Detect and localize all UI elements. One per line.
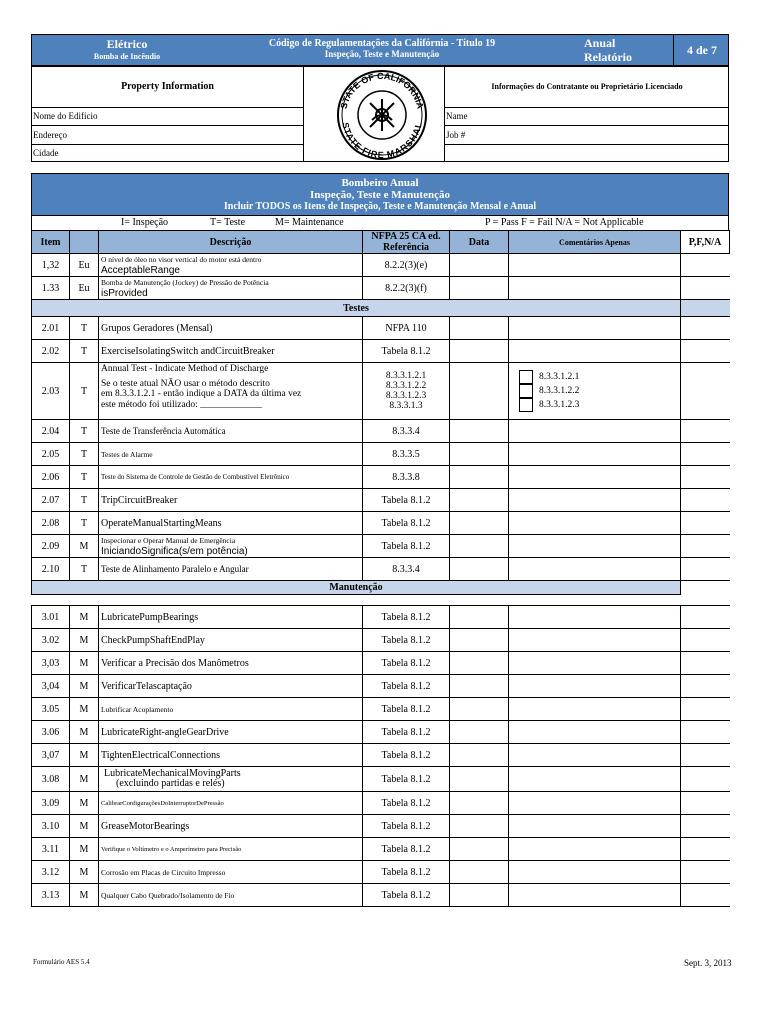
row-type: M xyxy=(70,838,99,861)
row-reference: Tabela 8.1.2 xyxy=(363,340,450,363)
row-pfna-cell[interactable] xyxy=(681,698,730,721)
row-pfna-cell[interactable] xyxy=(681,277,730,300)
maintenance-table xyxy=(31,605,730,907)
header-right-title-1: Anual xyxy=(584,36,616,50)
row-description: Teste de Alinhamento Paralelo e Angular xyxy=(99,558,363,581)
row-date-cell[interactable] xyxy=(450,698,509,721)
row-pfna-cell[interactable] xyxy=(681,420,730,443)
row-pfna-cell[interactable] xyxy=(681,767,730,792)
field-building-name[interactable]: Nome do Edifício xyxy=(32,108,304,126)
row-reference: NFPA 110 xyxy=(363,317,450,340)
row-description xyxy=(99,363,363,420)
row-type: Eu xyxy=(70,277,99,300)
row-pfna-cell[interactable] xyxy=(681,254,730,277)
table-row xyxy=(32,512,730,535)
row-comment-cell[interactable] xyxy=(509,629,681,652)
row-description: LubricateRight-angleGearDrive xyxy=(99,721,363,744)
seal-bottom-text: STATE FIRE MARSHAL xyxy=(340,121,424,160)
row-date-cell[interactable] xyxy=(450,363,509,420)
row-type: M xyxy=(70,884,99,907)
checkbox[interactable] xyxy=(519,370,533,384)
row-date-cell[interactable] xyxy=(450,606,509,629)
row-pfna-cell[interactable] xyxy=(681,884,730,907)
row-description-small: Inspecionar e Operar Manual de Emergência xyxy=(101,536,236,545)
table-row xyxy=(32,629,730,652)
row-description-sans: AcceptableRange xyxy=(101,265,180,276)
method-option-label: 8.3.3.1.2.1 xyxy=(539,371,580,382)
row-date-cell[interactable] xyxy=(450,489,509,512)
header-center-subtitle: Inspeção, Teste e Manutenção xyxy=(324,49,440,59)
row-type: T xyxy=(70,340,99,363)
header-right-title-2: Relatório xyxy=(584,50,632,64)
row-type: M xyxy=(70,792,99,815)
col-date: Data xyxy=(450,231,509,254)
row-item: 3.13 xyxy=(32,884,70,907)
table-row xyxy=(32,767,730,792)
row-comment-cell[interactable] xyxy=(509,606,681,629)
row-date-cell[interactable] xyxy=(450,767,509,792)
row-comment-cell[interactable] xyxy=(509,340,681,363)
row-date-cell[interactable] xyxy=(450,512,509,535)
table-row xyxy=(32,443,730,466)
row-type: M xyxy=(70,629,99,652)
row-description-sans: IniciandoSignifica(s/em potência) xyxy=(101,546,248,557)
row-item: 3.12 xyxy=(32,861,70,884)
row-reference: 8.3.3.4 xyxy=(363,420,450,443)
row-item: 3.06 xyxy=(32,721,70,744)
col-type xyxy=(70,231,99,254)
row-item: 2.08 xyxy=(32,512,70,535)
row-comment-cell[interactable] xyxy=(509,744,681,767)
row-comment-cell[interactable] xyxy=(509,466,681,489)
table-row xyxy=(32,838,730,861)
row-pfna-cell[interactable] xyxy=(681,443,730,466)
row-pfna-cell[interactable] xyxy=(681,744,730,767)
form-date: Sept. 3, 2013 xyxy=(684,958,732,968)
row-pfna-cell[interactable] xyxy=(681,466,730,489)
col-reference-line1: NFPA 25 CA ed. xyxy=(371,231,441,242)
row-date-cell[interactable] xyxy=(450,277,509,300)
row-reference xyxy=(363,363,450,420)
row-type: M xyxy=(70,861,99,884)
annual-test-line2: Se o teste atual NÃO usar o método descrito xyxy=(101,378,270,389)
row-pfna-cell[interactable] xyxy=(681,512,730,535)
row-comment-cell[interactable] xyxy=(509,512,681,535)
row-date-cell[interactable] xyxy=(450,420,509,443)
header-bar xyxy=(31,34,729,66)
row-type: M xyxy=(70,606,99,629)
section-title: Bombeiro Anual xyxy=(341,177,419,189)
row-description: Lubrificar Acoplamento xyxy=(99,698,363,721)
row-pfna-cell[interactable] xyxy=(681,340,730,363)
table-row xyxy=(32,420,730,443)
row-reference: Tabela 8.1.2 xyxy=(363,815,450,838)
row-comment-cell[interactable] xyxy=(509,277,681,300)
row-item: 2.10 xyxy=(32,558,70,581)
table-row xyxy=(32,744,730,767)
row-type: T xyxy=(70,317,99,340)
row-item: 3,03 xyxy=(32,652,70,675)
section-row-tests xyxy=(32,300,730,317)
row-date-cell[interactable] xyxy=(450,815,509,838)
row-comment-cell[interactable] xyxy=(509,443,681,466)
row-item: 3.09 xyxy=(32,792,70,815)
section-row-pfna-blank xyxy=(681,581,730,595)
row-comment-cell[interactable] xyxy=(509,535,681,558)
row-type: M xyxy=(70,698,99,721)
row-pfna-cell[interactable] xyxy=(681,652,730,675)
row-item: 2.06 xyxy=(32,466,70,489)
row-reference: Tabela 8.1.2 xyxy=(363,721,450,744)
row-date-cell[interactable] xyxy=(450,838,509,861)
col-item: Item xyxy=(32,231,70,254)
row-description xyxy=(99,277,363,300)
row-item: 2.07 xyxy=(32,489,70,512)
row-reference: 8.2.2(3)(f) xyxy=(363,277,450,300)
row-reference: Tabela 8.1.2 xyxy=(363,698,450,721)
row-comment-cell[interactable] xyxy=(509,767,681,792)
row-description: TightenElectricalConnections xyxy=(99,744,363,767)
row-type: T xyxy=(70,489,99,512)
row-description: CheckPumpShaftEndPlay xyxy=(99,629,363,652)
section-row-pfna-fill xyxy=(681,300,730,317)
row-reference: Tabela 8.1.2 xyxy=(363,861,450,884)
row-type: M xyxy=(70,652,99,675)
table-row xyxy=(32,792,730,815)
row-description: OperateManualStartingMeans xyxy=(99,512,363,535)
row-description-small: Bomba de Manutenção (Jockey) de Pressão de Potência xyxy=(101,278,269,287)
header-center-title: Código de Regulamentações da Califórnia - Título 19 xyxy=(268,38,496,49)
row-pfna-cell[interactable] xyxy=(681,629,730,652)
row-description: Corrosão em Placas de Circuito Impresso xyxy=(99,861,363,884)
table-row xyxy=(32,489,730,512)
row-reference: Tabela 8.1.2 xyxy=(363,606,450,629)
row-pfna-cell[interactable] xyxy=(681,861,730,884)
row-reference: Tabela 8.1.2 xyxy=(363,535,450,558)
header-left-subtitle: Bomba de Incêndio xyxy=(93,52,161,61)
state-fire-marshal-seal xyxy=(332,70,432,160)
annual-test-line4[interactable]: este método foi utilizado: _____________ xyxy=(101,399,262,410)
row-date-cell[interactable] xyxy=(450,254,509,277)
property-info-title: Property Information xyxy=(32,67,304,108)
row-reference: Tabela 8.1.2 xyxy=(363,767,450,792)
row-description-line1: LubricateMechanicalMovingParts xyxy=(104,768,241,779)
annual-test-line1: Annual Test - Indicate Method of Discharge xyxy=(101,364,269,374)
table-row xyxy=(32,606,730,629)
table-row xyxy=(32,675,730,698)
table-row xyxy=(32,721,730,744)
field-job-number[interactable]: Job # xyxy=(444,126,729,145)
row-type: T xyxy=(70,420,99,443)
row-item: 2.02 xyxy=(32,340,70,363)
section-row-maintenance xyxy=(32,581,730,595)
table-row xyxy=(32,884,730,907)
ref-line: 8.3.3.1.3 xyxy=(389,401,423,411)
row-description: LubricatePumpBearings xyxy=(99,606,363,629)
row-description: Grupos Geradores (Mensal) xyxy=(99,317,363,340)
row-reference: 8.3.3.8 xyxy=(363,466,450,489)
row-description: Verifique o Voltímetro e o Amperímetro para Precisão xyxy=(99,838,363,861)
row-date-cell[interactable] xyxy=(450,629,509,652)
row-comment-cell xyxy=(509,363,681,420)
row-reference: Tabela 8.1.2 xyxy=(363,838,450,861)
table-row xyxy=(32,277,730,300)
table-row xyxy=(32,652,730,675)
col-reference-line2: Referência xyxy=(382,242,430,253)
table-row xyxy=(32,861,730,884)
row-description-line2: (excluindo partidas e relés) xyxy=(116,778,225,789)
col-comments: Comentários Apenas xyxy=(509,231,681,254)
row-reference: 8.2.2(3)(e) xyxy=(363,254,450,277)
row-reference: Tabela 8.1.2 xyxy=(363,792,450,815)
row-pfna-cell[interactable] xyxy=(681,317,730,340)
row-comment-cell[interactable] xyxy=(509,558,681,581)
ref-line: 8.3.3.1.2.1 xyxy=(385,371,427,381)
row-pfna-cell[interactable] xyxy=(681,606,730,629)
field-blank[interactable] xyxy=(444,145,729,162)
row-description xyxy=(99,254,363,277)
seal-top-text: STATE OF CALIFORNIA xyxy=(338,70,426,110)
row-item: 2.05 xyxy=(32,443,70,466)
row-comment-cell[interactable] xyxy=(509,721,681,744)
annual-test-line3: em 8.3.3.1.2.1 - então indique a DATA da última vez xyxy=(101,389,302,399)
form-number: Formulário AES 5.4 xyxy=(33,958,90,966)
table-row-annual-test xyxy=(32,363,730,420)
row-item: 2.03 xyxy=(32,363,70,420)
row-item: 3.08 xyxy=(32,767,70,792)
table-row xyxy=(32,254,730,277)
row-comment-cell[interactable] xyxy=(509,815,681,838)
row-description: GreaseMotorBearings xyxy=(99,815,363,838)
row-item: 2.01 xyxy=(32,317,70,340)
row-date-cell[interactable] xyxy=(450,675,509,698)
row-comment-cell[interactable] xyxy=(509,317,681,340)
legend xyxy=(31,216,729,230)
row-description xyxy=(99,535,363,558)
row-comment-cell[interactable] xyxy=(509,652,681,675)
col-description: Descrição xyxy=(99,231,363,254)
field-address[interactable]: Endereço xyxy=(32,126,304,145)
row-description: Qualquer Cabo Quebrado/Isolamento de Fio xyxy=(99,884,363,907)
row-type: T xyxy=(70,512,99,535)
row-type: M xyxy=(70,721,99,744)
row-type: T xyxy=(70,466,99,489)
row-item: 3,04 xyxy=(32,675,70,698)
row-type: M xyxy=(70,815,99,838)
row-item: 3.11 xyxy=(32,838,70,861)
row-date-cell[interactable] xyxy=(450,744,509,767)
legend-maintenance: M= Maintenance xyxy=(275,217,344,228)
row-type: T xyxy=(70,558,99,581)
row-item: 3.05 xyxy=(32,698,70,721)
row-description-small: O nível de óleo no visor vertical do motor está dentro xyxy=(101,255,262,264)
col-pfna: P,F,N/A xyxy=(681,231,730,254)
row-pfna-cell[interactable] xyxy=(681,721,730,744)
row-reference: 8.3.3.4 xyxy=(363,558,450,581)
row-item: 1,32 xyxy=(32,254,70,277)
row-date-cell[interactable] xyxy=(450,443,509,466)
row-comment-cell[interactable] xyxy=(509,884,681,907)
row-comment-cell[interactable] xyxy=(509,838,681,861)
row-reference: Tabela 8.1.2 xyxy=(363,675,450,698)
row-description: TripCircuitBreaker xyxy=(99,489,363,512)
row-type: M xyxy=(70,535,99,558)
row-type: Eu xyxy=(70,254,99,277)
row-pfna-cell[interactable] xyxy=(681,838,730,861)
row-description: Testes de Alarme xyxy=(99,443,363,466)
table-row xyxy=(32,815,730,838)
row-description: Teste do Sistema de Controle de Gestão de Combustível Eletrônico xyxy=(99,466,363,489)
row-type: M xyxy=(70,767,99,792)
contractor-info-title: Informações do Contratante ou Proprietário Licenciado xyxy=(444,67,729,108)
row-item: 3.01 xyxy=(32,606,70,629)
page-indicator: 4 de 7 xyxy=(673,35,730,67)
section-subtitle: Inspeção, Teste e Manutenção xyxy=(310,189,450,201)
row-reference: Tabela 8.1.2 xyxy=(363,652,450,675)
row-item: 3.02 xyxy=(32,629,70,652)
row-item: 2.04 xyxy=(32,420,70,443)
row-item: 3.10 xyxy=(32,815,70,838)
row-pfna-cell[interactable] xyxy=(681,815,730,838)
table-row xyxy=(32,535,730,558)
method-option[interactable] xyxy=(519,384,678,398)
table-row xyxy=(32,558,730,581)
method-option-label: 8.3.3.1.2.3 xyxy=(539,400,580,411)
row-description: CalibrarConfiguraçõesDoInterruptorDePressão xyxy=(99,792,363,815)
row-pfna-cell[interactable] xyxy=(681,489,730,512)
row-comment-cell[interactable] xyxy=(509,792,681,815)
row-date-cell[interactable] xyxy=(450,558,509,581)
row-pfna-cell[interactable] xyxy=(681,363,730,420)
row-date-cell[interactable] xyxy=(450,340,509,363)
table-row xyxy=(32,340,730,363)
row-reference: Tabela 8.1.2 xyxy=(363,744,450,767)
row-date-cell[interactable] xyxy=(450,792,509,815)
method-option[interactable] xyxy=(519,398,678,412)
row-type: T xyxy=(70,443,99,466)
row-comment-cell[interactable] xyxy=(509,254,681,277)
row-reference: Tabela 8.1.2 xyxy=(363,489,450,512)
row-reference: Tabela 8.1.2 xyxy=(363,512,450,535)
row-date-cell[interactable] xyxy=(450,652,509,675)
row-item: 2.09 xyxy=(32,535,70,558)
legend-test: T= Teste xyxy=(210,217,246,228)
ref-line: 8.3.3.1.2.2 xyxy=(385,381,427,391)
tests-label: Testes xyxy=(32,300,681,317)
col-reference xyxy=(363,231,450,254)
field-name[interactable]: Name xyxy=(444,108,729,126)
header-left-title: Elétrico xyxy=(106,37,148,51)
row-description: ExerciseIsolatingSwitch andCircuitBreaker xyxy=(99,340,363,363)
row-pfna-cell[interactable] xyxy=(681,675,730,698)
row-reference: Tabela 8.1.2 xyxy=(363,629,450,652)
legend-inspection: I= Inspeção xyxy=(121,217,169,228)
row-date-cell[interactable] xyxy=(450,535,509,558)
method-option-label: 8.3.3.1.2.2 xyxy=(539,386,580,397)
row-pfna-cell[interactable] xyxy=(681,558,730,581)
table-header-row xyxy=(32,231,730,254)
checkbox[interactable] xyxy=(519,384,533,398)
section-header xyxy=(31,173,729,216)
row-comment-cell[interactable] xyxy=(509,861,681,884)
row-comment-cell[interactable] xyxy=(509,489,681,512)
table-row xyxy=(32,466,730,489)
checkbox[interactable] xyxy=(519,398,533,412)
row-type: M xyxy=(70,744,99,767)
row-pfna-cell[interactable] xyxy=(681,535,730,558)
row-reference: Tabela 8.1.2 xyxy=(363,884,450,907)
field-city[interactable]: Cidade xyxy=(32,145,304,162)
row-type: T xyxy=(70,363,99,420)
row-date-cell[interactable] xyxy=(450,861,509,884)
row-date-cell[interactable] xyxy=(450,317,509,340)
row-comment-cell[interactable] xyxy=(509,420,681,443)
row-type: M xyxy=(70,675,99,698)
inspection-table xyxy=(31,230,730,595)
row-item: 1.33 xyxy=(32,277,70,300)
row-reference: 8.3.3.5 xyxy=(363,443,450,466)
row-pfna-cell[interactable] xyxy=(681,792,730,815)
row-description-sans: isProvided xyxy=(101,288,148,299)
row-date-cell[interactable] xyxy=(450,466,509,489)
ref-line: 8.3.3.1.2.3 xyxy=(385,391,427,401)
include-note: Incluir TODOS os Itens de Inspeção, Teste e Manutenção Mensal e Anual xyxy=(223,201,537,212)
row-description: Verificar a Precisão dos Manômetros xyxy=(99,652,363,675)
row-description: Teste de Transferência Automática xyxy=(99,420,363,443)
row-item: 3,07 xyxy=(32,744,70,767)
row-comment-cell[interactable] xyxy=(509,675,681,698)
legend-pass-fail: P = Pass F = Fail N/A = Not Applicable xyxy=(485,217,644,228)
method-option[interactable] xyxy=(519,370,678,384)
maintenance-label: Manutenção xyxy=(32,581,681,595)
row-description: VerificarTelascaptação xyxy=(99,675,363,698)
row-date-cell[interactable] xyxy=(450,884,509,907)
row-comment-cell[interactable] xyxy=(509,698,681,721)
row-description xyxy=(99,767,363,792)
table-row xyxy=(32,317,730,340)
property-info-block xyxy=(31,66,729,162)
table-row xyxy=(32,698,730,721)
row-date-cell[interactable] xyxy=(450,721,509,744)
